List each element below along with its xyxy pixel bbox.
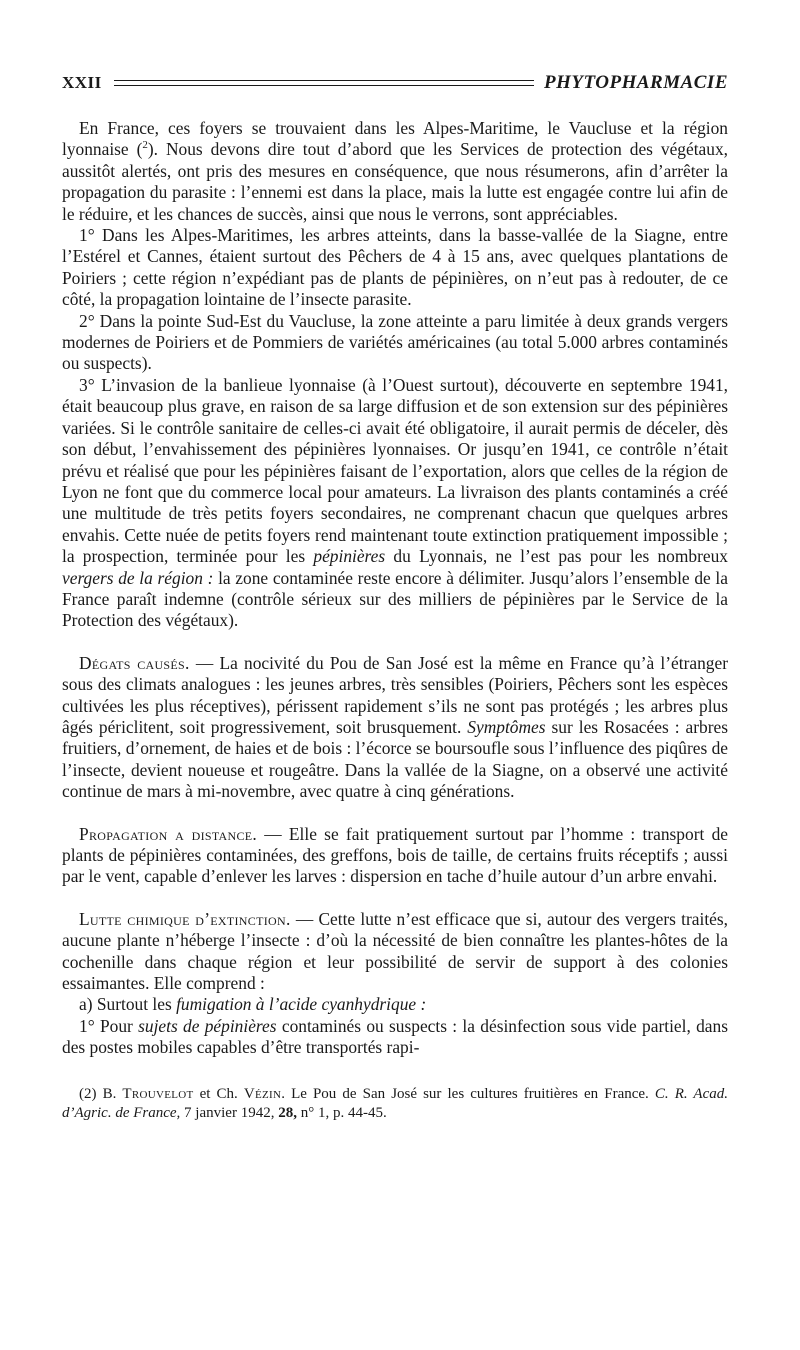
footnote-text (62, 1085, 728, 1123)
paragraph-2: 2° Dans la pointe Sud-Est du Vaucluse, la zone atteinte a paru limitée à deux grands vergers modernes de Poiriers et de Pommiers de variétés américaines (au total 5.000 arbres contaminés ou suspects). (62, 310, 728, 374)
header-rule (114, 80, 534, 86)
journal-title: C. R. Acad. d’Agric. de France, (62, 1085, 729, 1121)
volume-number: 28, (278, 1104, 297, 1121)
body-text (62, 118, 728, 1059)
author-name: Trouvelot (122, 1085, 194, 1102)
running-header (62, 68, 728, 98)
italic-run: fumigation à l’acide cyanhydrique : (176, 994, 427, 1015)
text-run: contaminés ou suspects : la désinfection sous vide partiel, dans des postes mobiles capables d’être transportés rapi- (62, 1015, 728, 1058)
text-run: En France, ces foyers se trouvaient dans les Alpes-Maritime, le Vaucluse et la région lyonnaise ( (62, 118, 728, 160)
author-name: Vézin (243, 1085, 282, 1102)
page-number: XXII (62, 73, 102, 92)
section-heading: Lutte chimique d’extinction. (79, 908, 291, 929)
text-run: . Le Pou de San José sur les cultures fruitières en France. (281, 1085, 655, 1102)
footnote (62, 1085, 728, 1123)
text-run: la zone contaminée reste encore à délimiter. Jusqu’alors l’ensemble de la France paraît indemne (contrôle sérieux sur des milliers de pépinières par le Service de la Protection des végétaux). (62, 567, 728, 631)
text-run: — La nocivité du Pou de San José est la même en France qu’à l’étranger sous des climats analogues : les jeunes arbres, très sensibles (Poiriers, Pêchers sont les espèces cultivées les plus réceptives), périssent rapidement s’ils ne sont pas protégés ; les arbres plus âgés périclitent, soit progressivement, soit brusquement. (62, 652, 728, 737)
running-title: PHYTOPHARMACIE (543, 72, 728, 93)
text-run: ). Nous devons dire tout d’abord que les Services de protection des végétaux, aussitôt alertés, ont pris des mesures en conséquence, que nous résumerons, afin d’arrêter la propagation du parasite : l’ennemi est dans la place, mais la lutte est engagée contre lui afin de le réduire, et les chances de succès, ainsi que nous le verrons, sont appréciables. (62, 139, 729, 224)
paragraph-intro (62, 118, 728, 225)
text-run: et Ch. (193, 1085, 244, 1102)
italic-run: pépinières (313, 546, 386, 567)
italic-run: Symptômes (467, 716, 546, 737)
section-propagation (62, 824, 728, 888)
document-page (62, 68, 728, 1123)
italic-run: sujets de pépinières (138, 1015, 277, 1036)
text-run: n° 1, p. 44-45. (296, 1104, 387, 1121)
text-run: — Elle se fait pratiquement surtout par l’homme : transport de plants de pépinières contaminées, des greffons, bois de taille, de certains fruits réceptifs ; aussi par le vent, capable d’enlever les larves : dispersion en tache d’huile autour d’un arbre envahi. (62, 823, 728, 887)
section-lutte (62, 909, 728, 995)
paragraph-3 (62, 375, 728, 632)
text-run: 3° L’invasion de la banlieue lyonnaise (à l’Ouest surtout), découverte en septembre 1941, était beaucoup plus grave, en raison de sa large diffusion et de son extension sur des pépinières variées. Si le contrôle sanitaire de celles-ci avait été obligatoire, il aurait permis de déceler, dès son début, l’envahissement des pépinières lyonnaises. Or jusqu’en 1941, ce contrôle n’était prévu et réalisé que pour les pépinières faisant de l’exportation, alors que celles de la région de Lyon ne font que du commerce local pour amateurs. La livraison des plants contaminés a créé une multitude de très petits foyers secondaires, ne comprenant chacun que quelques arbres envahis. Cette nuée de petits foyers rend maintenant toute extinction pratiquement impossible ; la prospection, terminée pour les (62, 374, 728, 567)
section-heading: Dégats causés. (79, 652, 190, 673)
list-item-a (62, 994, 728, 1015)
section-heading: Propagation a distance. (79, 823, 258, 844)
text-run: 7 janvier 1942, (180, 1104, 279, 1121)
paragraph-1: 1° Dans les Alpes-Maritimes, les arbres atteints, dans la basse-vallée de la Siagne, entre l’Estérel et Cannes, étaient surtout des Pêchers de 4 à 15 ans, avec quelques plantations de Poiriers ; cette région n’expédiant pas de plants de pépinières, on n’eut pas à redouter, de ce côté, la propagation lointaine de l’insecte parasite. (62, 225, 728, 310)
text-run: 1° Pour (79, 1015, 139, 1036)
text-run: a) Surtout les (79, 994, 177, 1015)
section-degats (62, 653, 728, 803)
text-run: du Lyonnais, ne l’est pas pour les nombreux (385, 546, 728, 567)
list-item-1 (62, 1016, 728, 1059)
text-run: (2) B. (79, 1085, 123, 1102)
text-run: — Cette lutte n’est efficace que si, autour des vergers traités, aucune plante n’héberge l’insecte : d’où la nécessité de bien connaître les plantes-hôtes de la cochenille dans chaque région et leur possibilité de servir de support à des colonies essaimantes. Elle comprend : (62, 908, 728, 994)
text-run: sur les Rosacées : arbres fruitiers, d’ornement, de haies et de bois : l’écorce se boursoufle sous l’influence des piqûres de l’insecte, devient noueuse et rougeâtre. Dans la vallée de la Siagne, on a observé une activité continue de mars à mi-novembre, avec quatre à cinq générations. (62, 716, 728, 802)
footnote-ref[interactable]: 2 (142, 139, 148, 152)
italic-run: vergers de la région : (62, 567, 214, 588)
